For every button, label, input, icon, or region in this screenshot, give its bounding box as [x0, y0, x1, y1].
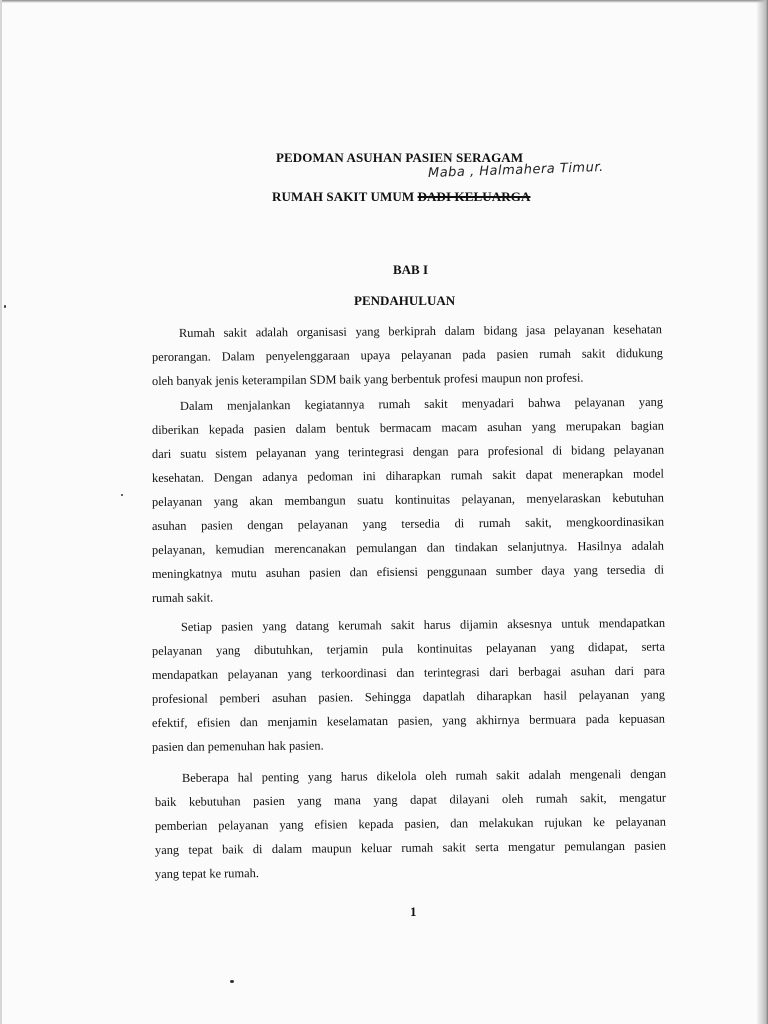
- paragraph-line: pelayanan yang dibutuhkan, terjamin pula kontinuitas pelayanan yang didapat, serta: [151, 639, 666, 658]
- paragraph-line: pasien dan pemenuhan hak pasien.: [151, 738, 324, 754]
- page-number: 1: [410, 904, 417, 919]
- paragraph-line: kesehatan. Dengan adanya pedoman ini diharapkan rumah sakit dapat menerapkan model: [151, 466, 665, 485]
- chapter-title: PENDAHULUAN: [354, 293, 456, 308]
- paragraph-line: asuhan pasien dengan pelayanan yang tersedia di rumah sakit, mengkoordinasikan: [151, 514, 665, 533]
- paragraph-line: oleh banyak jenis keterampilan SDM baik yang berbentuk profesi maupun non profesi.: [151, 370, 584, 388]
- scan-edge-left: [0, 0, 2, 1024]
- scan-edge-top: [0, 0, 768, 3]
- subtitle-prefix: RUMAH SAKIT UMUM: [272, 189, 415, 204]
- paragraph-line: yang tepat baik di dalam maupun keluar rumah sakit serta mengatur pemulangan pasien: [154, 838, 667, 857]
- scan-speck: [4, 305, 6, 308]
- paragraph-line: meningkatnya mutu asuhan pasien dan efisiensi penggunaan sumber daya yang tersedia di: [151, 562, 665, 581]
- paragraph-line: pelayanan yang akan membangun suatu kontinuitas pelayanan, menyelaraskan kebutuhan: [151, 490, 665, 509]
- subtitle-struck-text: DADI KELUARGA: [417, 189, 531, 204]
- scan-speck: [121, 494, 123, 496]
- scan-edge-right: [756, 0, 768, 1024]
- scan-speck: [230, 980, 234, 983]
- chapter-number: BAB I: [393, 262, 429, 277]
- paragraph-line: rumah sakit.: [151, 590, 214, 605]
- handwritten-note: Maba , Halmahera Timur.: [427, 159, 604, 181]
- document-subtitle: [272, 189, 530, 205]
- paragraph-line: perorangan. Dalam penyelenggaraan upaya pelayanan pada pasien rumah sakit didukung: [151, 345, 664, 364]
- paragraph-line: Rumah sakit adalah organisasi yang berkiprah dalam bidang jasa pelayanan kesehatan: [178, 322, 663, 340]
- paragraph-line: mendapatkan pelayanan yang terkoordinasi dan terintegrasi dari berbagai asuhan dari para: [151, 663, 666, 682]
- paragraph-line: Setiap pasien yang datang kerumah sakit harus dijamin aksesnya untuk mendapatkan: [180, 615, 666, 634]
- paragraph-line: pemberian pelayanan yang efisien kepada pasien, dan melakukan rujukan ke pelayanan: [154, 814, 667, 833]
- paragraph-line: efektif, efisien dan menjamin keselamatan pasien, yang akhirnya bermuara pada kepuasan: [151, 711, 666, 730]
- document-title: PEDOMAN ASUHAN PASIEN SERAGAM: [276, 150, 524, 165]
- paragraph-line: dari suatu sistem pelayanan yang terintegrasi dengan para profesional di bidang pelayanan: [151, 442, 665, 461]
- paragraph-line: pelayanan, kemudian merencanakan pemulangan dan tindakan selanjutnya. Hasilnya adalah: [151, 538, 665, 557]
- paragraph-line: Beberapa hal penting yang harus dikelola oleh rumah sakit adalah mengenali dengan: [181, 766, 667, 785]
- paragraph-line: diberikan kepada pasien dalam bentuk bermacam macam asuhan yang merupakan bagian: [151, 418, 665, 437]
- paragraph-line: baik kebutuhan pasien yang mana yang dapat dilayani oleh rumah sakit, mengatur: [154, 790, 667, 809]
- paragraph-line: yang tepat ke rumah.: [154, 866, 259, 881]
- paragraph-line: profesional pemberi asuhan pasien. Sehingga dapatlah diharapkan hasil pelayanan yang: [151, 687, 666, 706]
- paragraph-line: Dalam menjalankan kegiatannya rumah sakit menyadari bahwa pelayanan yang: [179, 394, 664, 413]
